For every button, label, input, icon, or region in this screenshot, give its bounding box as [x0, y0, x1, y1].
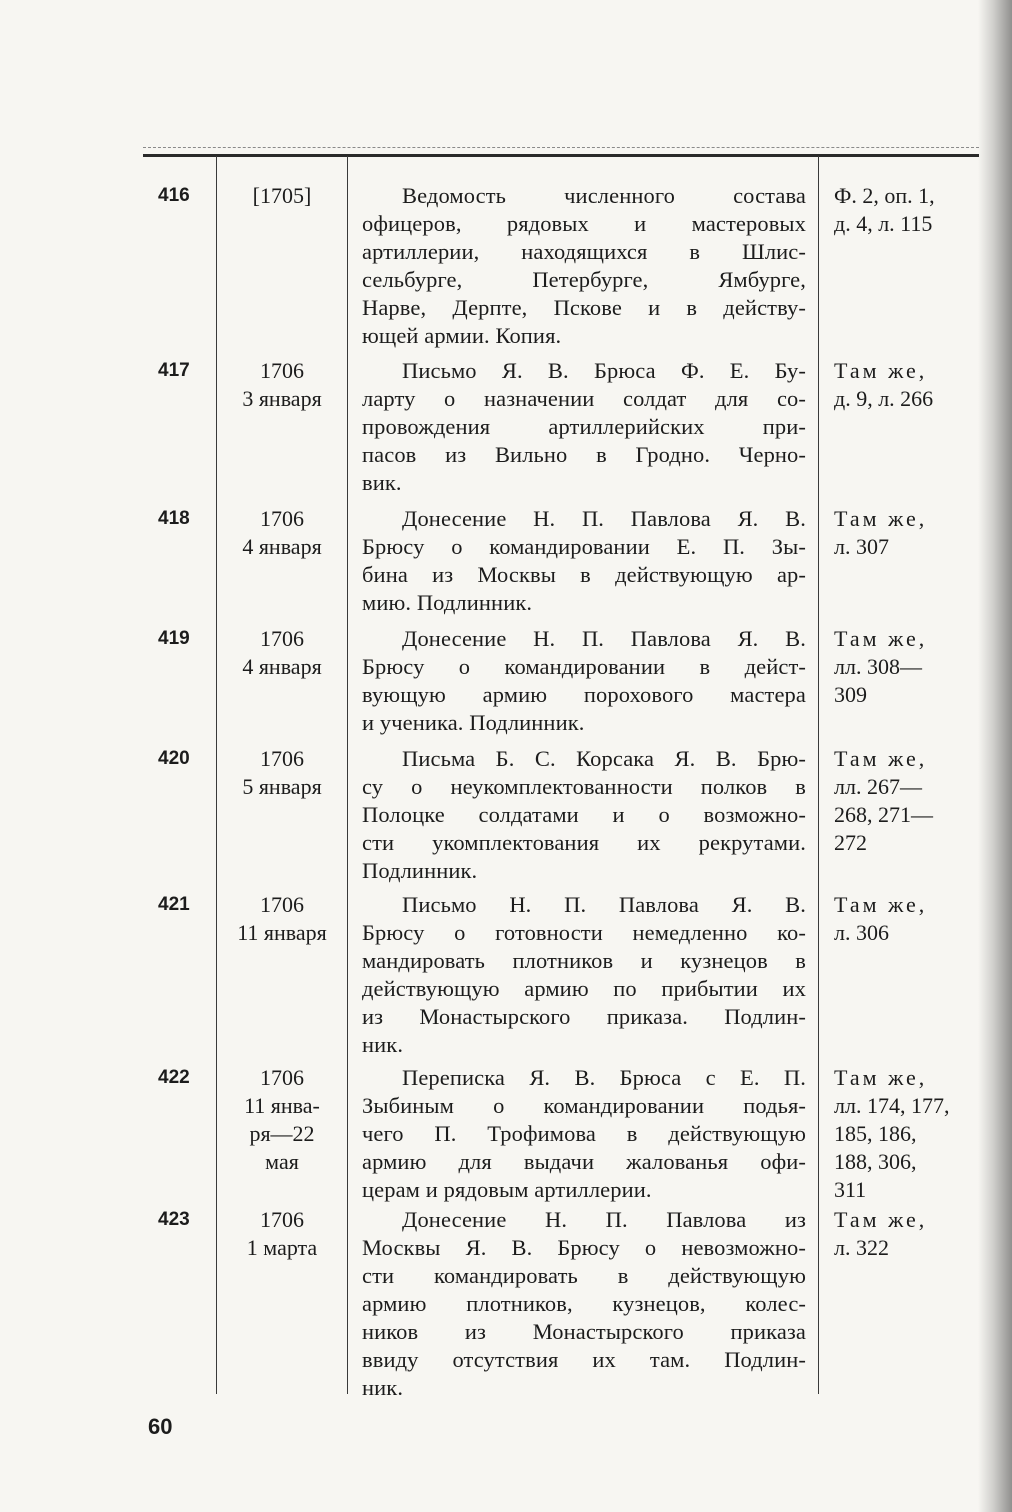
date-line: 11 янва- [244, 1093, 320, 1118]
description-line: бина из Москвы в действующую ар- [362, 562, 806, 587]
entry-description [362, 1206, 806, 1402]
reference-line: Ф. 2, оп. 1, [834, 183, 935, 208]
entry-number: 423 [158, 1209, 190, 1230]
description-line: Письмо Н. П. Павлова Я. В. [402, 892, 806, 917]
date-line: 3 января [242, 386, 322, 411]
date-line: ря—22 [249, 1121, 315, 1146]
entry-date [222, 357, 342, 413]
date-line: [1705] [252, 183, 312, 208]
entry-archive-reference [834, 182, 984, 238]
description-line: армию плотников, кузнецов, колес- [362, 1291, 806, 1316]
table-top-rule [143, 154, 979, 157]
entry-description [362, 357, 806, 497]
date-line: 1706 [260, 358, 304, 383]
entry-date [222, 625, 342, 681]
description-line: мию. Подлинник. [362, 590, 533, 615]
description-line: ввиду отсутствия их там. Подлин- [362, 1347, 806, 1372]
description-line: сти укомплектования их рекрутами. [362, 830, 806, 855]
description-line: Письмо Я. В. Брюса Ф. Е. Бу- [402, 358, 806, 383]
entry-archive-reference [834, 1064, 984, 1204]
description-line: Нарве, Дерпте, Пскове и в действу- [362, 295, 806, 320]
entry-archive-reference [834, 357, 984, 413]
reference-line: л. 307 [834, 534, 889, 559]
entry-number: 418 [158, 508, 190, 529]
entry-archive-reference [834, 625, 984, 709]
description-line: Брюсу о командировании Е. П. Зы- [362, 534, 806, 559]
reference-line: лл. 174, 177, [834, 1093, 950, 1118]
date-line: 1706 [260, 746, 304, 771]
reference-line: л. 306 [834, 920, 889, 945]
description-line: чего П. Трофимова в действующую [362, 1121, 806, 1146]
description-line: Зыбиным о командировании подья- [362, 1093, 806, 1118]
entry-archive-reference [834, 505, 984, 561]
reference-line: Там же, [834, 506, 928, 531]
description-line: Полоцке солдатами и о возможно- [362, 802, 806, 827]
entry-date [222, 182, 342, 210]
entry-archive-reference [834, 891, 984, 947]
reference-line: Там же, [834, 1207, 928, 1232]
entry-description [362, 891, 806, 1059]
entry-archive-reference [834, 745, 984, 857]
description-line: ник. [362, 1032, 404, 1057]
reference-line: Там же, [834, 626, 928, 651]
date-line: 1706 [260, 1207, 304, 1232]
entry-date [222, 1064, 342, 1176]
entry-description [362, 182, 806, 350]
reference-line: л. 322 [834, 1235, 889, 1260]
description-line: Донесение Н. П. Павлова Я. В. [402, 626, 806, 651]
description-line: действующую армию по прибытии их [362, 976, 806, 1001]
entry-date [222, 505, 342, 561]
date-line: 4 января [242, 534, 322, 559]
table-top-rule-faint [143, 147, 979, 148]
description-line: Переписка Я. В. Брюса с Е. П. [402, 1065, 806, 1090]
column-divider-3 [818, 156, 819, 1394]
date-line: 11 января [237, 920, 327, 945]
description-line: вующую армию порохового мастера [362, 682, 806, 707]
entry-date [222, 891, 342, 947]
description-line: сельбурге, Петербурге, Ямбурге, [362, 267, 806, 292]
description-line: из Монастырского приказа. Подлин- [362, 1004, 806, 1029]
description-line: и ученика. Подлинник. [362, 710, 585, 735]
date-line: 1706 [260, 626, 304, 651]
description-line: провождения артиллерийских при- [362, 414, 806, 439]
description-line: Москвы Я. В. Брюсу о невозможно- [362, 1235, 806, 1260]
entry-number: 421 [158, 894, 190, 915]
description-line: армию для выдачи жалованья офи- [362, 1149, 806, 1174]
description-line: артиллерии, находящихся в Шлис- [362, 239, 806, 264]
description-line: Письма Б. С. Корсака Я. В. Брю- [402, 746, 806, 771]
description-line: Донесение Н. П. Павлова Я. В. [402, 506, 806, 531]
description-line: Донесение Н. П. Павлова из [402, 1207, 806, 1232]
entry-description [362, 1064, 806, 1204]
description-line: Подлинник. [362, 858, 478, 883]
entry-date [222, 745, 342, 801]
description-line: Брюсу о командировании в дейст- [362, 654, 806, 679]
reference-line: д. 9, л. 266 [834, 386, 934, 411]
reference-line: Там же, [834, 746, 928, 771]
reference-line: 268, 271— [834, 802, 933, 827]
date-line: мая [265, 1149, 299, 1174]
description-line: пасов из Вильно в Гродно. Черно- [362, 442, 806, 467]
description-line: мандировать плотников и кузнецов в [362, 948, 806, 973]
date-line: 1706 [260, 1065, 304, 1090]
entry-description [362, 625, 806, 737]
date-line: 1706 [260, 506, 304, 531]
entry-archive-reference [834, 1206, 984, 1262]
reference-line: 272 [834, 830, 867, 855]
reference-line: д. 4, л. 115 [834, 211, 933, 236]
entry-number: 420 [158, 748, 190, 769]
entry-description [362, 505, 806, 617]
description-line: вик. [362, 470, 402, 495]
description-line: Ведомость численного состава [402, 183, 806, 208]
description-line: ющей армии. Копия. [362, 323, 562, 348]
description-line: ник. [362, 1375, 404, 1400]
date-line: 1706 [260, 892, 304, 917]
reference-line: лл. 308— [834, 654, 922, 679]
reference-line: 185, 186, [834, 1121, 917, 1146]
reference-line: Там же, [834, 1065, 928, 1090]
entry-number: 419 [158, 628, 190, 649]
date-line: 5 января [242, 774, 322, 799]
reference-line: 188, 306, [834, 1149, 917, 1174]
description-line: церам и рядовым артиллерии. [362, 1177, 652, 1202]
reference-line: 309 [834, 682, 867, 707]
description-line: ларту о назначении солдат для со- [362, 386, 806, 411]
reference-line: Там же, [834, 358, 928, 383]
date-line: 1 марта [246, 1235, 318, 1260]
reference-line: 311 [834, 1177, 867, 1202]
description-line: су о неукомплектованности полков в [362, 774, 806, 799]
column-divider-2 [347, 156, 348, 1394]
date-line: 4 января [242, 654, 322, 679]
entry-description [362, 745, 806, 885]
entry-number: 422 [158, 1067, 190, 1088]
column-divider-1 [216, 156, 217, 1394]
entry-number: 416 [158, 185, 190, 206]
description-line: Брюсу о готовности немедленно ко- [362, 920, 806, 945]
entry-number: 417 [158, 360, 190, 381]
page-number: 60 [148, 1414, 173, 1439]
description-line: сти командировать в действующую [362, 1263, 806, 1288]
entry-date [222, 1206, 342, 1262]
reference-line: лл. 267— [834, 774, 922, 799]
reference-line: Там же, [834, 892, 928, 917]
description-line: ников из Монастырского приказа [362, 1319, 806, 1344]
description-line: офицеров, рядовых и мастеровых [362, 211, 806, 236]
